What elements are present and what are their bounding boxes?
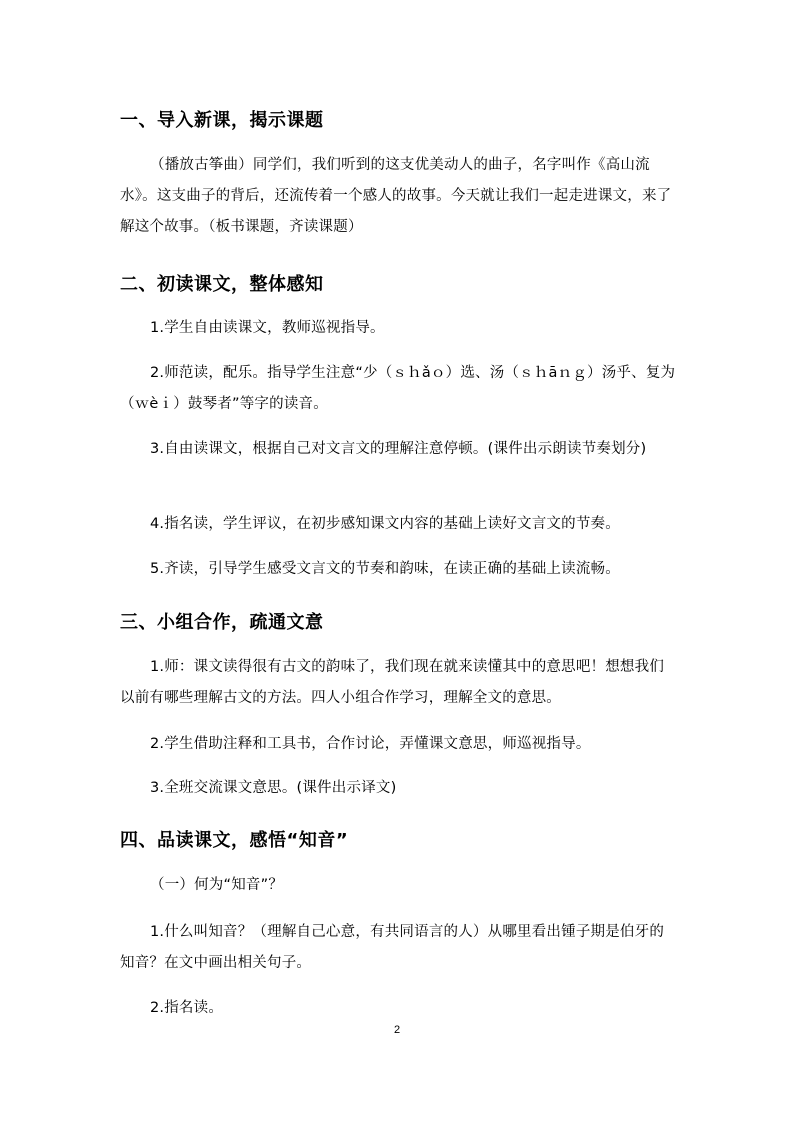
section-2-paragraph-5: 5.齐读，引导学生感受文言文的节奏和韵味，在读正确的基础上读流畅。	[150, 561, 620, 577]
section-2-paragraph-2: 2.师范读，配乐。指导学生注意“少（ｓｈǎｏ）选、汤（ｓｈāｎｇ）汤乎、复为（ｗèｉ）鼓琴者”等字的读音。	[120, 365, 676, 412]
section-2-paragraph-4: 4.指名读，学生评议，在初步感知课文内容的基础上读好文言文的节奏。	[150, 516, 620, 532]
section-4-paragraph-2: 1.什么叫知音？（理解自己心意，有共同语言的人）从哪里看出锺子期是伯牙的知音？在文中画出相关句子。	[120, 924, 665, 971]
section-4-paragraph-3: 2.指名读。	[150, 1000, 224, 1016]
section-3-paragraph-3: 3.全班交流课文意思。(课件出示译文)	[150, 780, 397, 796]
section-4-paragraph-1: （一）何为“知音”？	[150, 877, 284, 893]
section-2-paragraph-1: 1.学生自由读课文，教师巡视指导。	[150, 320, 385, 336]
section-3-paragraph-2: 2.学生借助注释和工具书，合作讨论，弄懂课文意思，师巡视指导。	[150, 736, 591, 752]
section-heading-1: 一、导入新课，揭示课题	[120, 110, 324, 131]
section-heading-3: 三、小组合作，疏通文意	[120, 612, 324, 633]
section-heading-2: 二、初读课文，整体感知	[120, 274, 324, 295]
page-number: 2	[393, 1024, 401, 1036]
section-heading-4: 四、品读课文，感悟“知音”	[120, 830, 349, 851]
section-3-paragraph-1: 1.师：课文读得很有古文的韵味了，我们现在就来读懂其中的意思吧！想想我们以前有哪些理解古文的方法。四人小组合作学习，理解全文的意思。	[120, 659, 665, 706]
section-2-paragraph-3: 3.自由读课文，根据自己对文言文的理解注意停顿。(课件出示朗读节奏划分)	[150, 441, 647, 457]
section-1-paragraph-1: （播放古筝曲）同学们，我们听到的这支优美动人的曲子，名字叫作《高山流水》。这支曲子的背后，还流传着一个感人的故事。今天就让我们一起走进课文，来了解这个故事。（板书课题，齐读课题）	[120, 157, 672, 235]
